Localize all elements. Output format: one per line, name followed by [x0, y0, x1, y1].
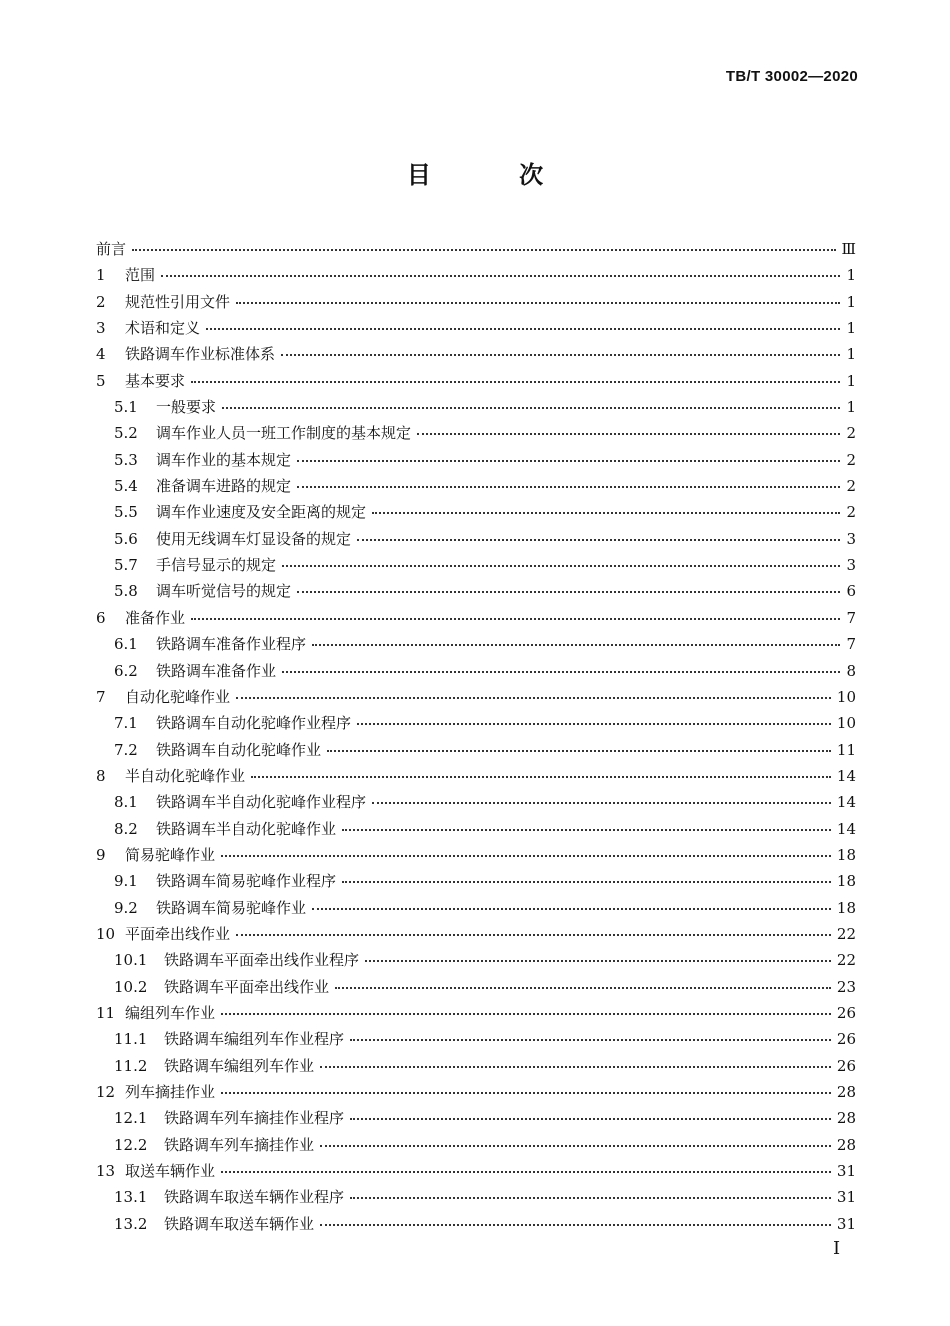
toc-entry-page: 2 [846, 450, 856, 469]
toc-entry-page: 14 [836, 766, 856, 785]
toc-leader-dots [132, 248, 836, 251]
toc-entry-number: 5.3 [114, 450, 138, 469]
toc-entry-title: 调车作业人员一班工作制度的基本规定 [156, 424, 412, 443]
toc-leader-dots [350, 1117, 831, 1120]
toc-entry-number: 13.1 [114, 1188, 148, 1207]
toc-leader-dots [365, 959, 831, 962]
toc-entry[interactable] [96, 1158, 856, 1184]
toc-entry-page: 3 [846, 556, 856, 575]
toc-entry-title: 手信号显示的规定 [156, 556, 277, 575]
toc-leader-dots [222, 406, 840, 409]
toc-entry[interactable] [96, 1079, 856, 1105]
toc-entry-number: 2 [96, 292, 106, 311]
toc-entry-page: 1 [846, 266, 856, 285]
toc-entry[interactable] [96, 631, 856, 657]
toc-leader-dots [282, 670, 840, 673]
toc-leader-dots [335, 986, 831, 989]
toc-leader-dots [357, 538, 840, 541]
toc-entry-title: 铁路调车半自动化驼峰作业 [156, 819, 337, 838]
toc-entry-page: 6 [846, 582, 856, 601]
page-title: 目 次 [406, 161, 584, 189]
toc-entry[interactable] [96, 816, 856, 842]
toc-entry-page: 7 [846, 608, 856, 627]
toc-leader-dots [236, 696, 831, 699]
toc-leader-dots [251, 775, 831, 778]
toc-entry-number: 5.5 [114, 503, 138, 522]
toc-entry-page: 23 [836, 977, 856, 996]
toc-entry[interactable] [96, 394, 856, 420]
toc-entry-page: 14 [836, 819, 856, 838]
toc-entry-title: 铁路调车作业标准体系 [125, 345, 276, 364]
toc-leader-dots [297, 485, 840, 488]
toc-entry-number: 10.2 [114, 977, 148, 996]
toc-entry-page: 2 [846, 424, 856, 443]
toc-entry-title: 调车作业速度及安全距离的规定 [156, 503, 367, 522]
toc-entry-title: 铁路调车取送车辆作业 [164, 1214, 315, 1233]
toc-leader-dots [221, 1012, 831, 1015]
toc-leader-dots [236, 301, 840, 304]
toc-leader-dots [372, 801, 831, 804]
toc-entry-title: 术语和定义 [125, 319, 201, 338]
toc-entry[interactable] [96, 1026, 856, 1052]
toc-entry-title: 铁路调车取送车辆作业程序 [164, 1188, 345, 1207]
toc-entry-page: 22 [836, 924, 856, 943]
toc-entry[interactable] [96, 1132, 856, 1158]
toc-entry-page: 1 [846, 371, 856, 390]
toc-entry-title: 前言 [96, 240, 127, 258]
toc-entry-number: 12.1 [114, 1109, 148, 1128]
toc-entry-title: 铁路调车自动化驼峰作业 [156, 740, 322, 759]
toc-entry-page: 18 [836, 872, 856, 891]
table-of-contents [96, 236, 856, 1237]
toc-entry-title: 铁路调车编组列车作业 [164, 1056, 315, 1075]
toc-entry-title: 简易驼峰作业 [125, 845, 216, 864]
toc-entry[interactable] [96, 447, 856, 473]
toc-leader-dots [221, 854, 831, 857]
toc-entry-number: 4 [96, 345, 106, 364]
toc-entry-number: 5.7 [114, 556, 138, 575]
toc-leader-dots [327, 749, 831, 752]
toc-entry-page: 31 [836, 1188, 856, 1207]
toc-entry-title: 平面牵出线作业 [125, 924, 231, 943]
toc-entry-number: 7.1 [114, 714, 138, 733]
toc-entry[interactable] [96, 895, 856, 921]
toc-entry-title: 铁路调车准备作业 [156, 661, 277, 680]
toc-leader-dots [312, 907, 831, 910]
toc-entry-page: 10 [836, 687, 856, 706]
toc-entry-page: 2 [846, 503, 856, 522]
toc-entry-number: 8.2 [114, 819, 138, 838]
toc-entry-number: 5.2 [114, 424, 138, 443]
toc-entry[interactable] [96, 1211, 856, 1237]
toc-entry-number: 13 [96, 1162, 116, 1181]
toc-entry-number: 11.1 [114, 1030, 148, 1049]
page-number: I [833, 1238, 841, 1259]
toc-entry-page: 10 [836, 714, 856, 733]
standard-code: TB/T 30002—2020 [725, 68, 858, 85]
toc-entry-title: 编组列车作业 [125, 1003, 216, 1022]
toc-entry-title: 列车摘挂作业 [125, 1083, 216, 1101]
toc-entry[interactable] [96, 789, 856, 815]
toc-entry-title: 准备调车进路的规定 [156, 477, 292, 496]
toc-entry[interactable] [96, 710, 856, 736]
toc-entry-number: 10 [96, 924, 116, 943]
toc-entry[interactable] [96, 658, 856, 684]
toc-leader-dots [161, 274, 840, 277]
toc-entry[interactable] [96, 684, 856, 710]
toc-entry[interactable] [96, 921, 856, 947]
toc-entry-page: 26 [836, 1003, 856, 1022]
toc-entry-page: 1 [846, 345, 856, 364]
toc-entry-title: 取送车辆作业 [125, 1162, 216, 1181]
toc-entry-page: 18 [836, 898, 856, 917]
toc-leader-dots [312, 643, 840, 646]
toc-entry[interactable] [96, 499, 856, 525]
toc-entry-title: 铁路调车列车摘挂作业 [164, 1135, 315, 1154]
toc-entry-page: 7 [846, 635, 856, 654]
toc-leader-dots [297, 590, 840, 593]
toc-entry[interactable] [96, 552, 856, 578]
toc-entry-number: 8.1 [114, 793, 138, 812]
toc-entry-number: 11.2 [114, 1056, 148, 1075]
toc-leader-dots [357, 722, 831, 725]
toc-leader-dots [221, 1170, 831, 1173]
toc-entry[interactable] [96, 868, 856, 894]
toc-entry-title: 铁路调车简易驼峰作业 [156, 898, 307, 917]
toc-entry-number: 6 [96, 608, 106, 627]
toc-entry-title: 铁路调车平面牵出线作业 [164, 977, 330, 996]
toc-entry-page: 2 [846, 477, 856, 496]
toc-leader-dots [342, 880, 831, 883]
toc-entry-page: 3 [846, 529, 856, 548]
toc-leader-dots [320, 1065, 831, 1068]
toc-entry-number: 12.2 [114, 1135, 148, 1154]
toc-entry-title: 半自动化驼峰作业 [125, 766, 246, 785]
toc-leader-dots [320, 1144, 831, 1147]
toc-entry-number: 1 [96, 266, 106, 285]
toc-entry-title: 调车听觉信号的规定 [156, 582, 292, 601]
toc-entry-page: 22 [836, 951, 856, 970]
toc-entry-number: 5.8 [114, 582, 138, 601]
toc-entry[interactable] [96, 289, 856, 315]
toc-leader-dots [297, 459, 840, 462]
toc-entry[interactable] [96, 1184, 856, 1210]
toc-entry-title: 铁路调车编组列车作业程序 [164, 1030, 345, 1049]
toc-entry[interactable] [96, 605, 856, 631]
toc-leader-dots [191, 380, 840, 383]
toc-entry[interactable] [96, 473, 856, 499]
toc-entry-title: 一般要求 [156, 398, 217, 417]
toc-leader-dots [282, 564, 840, 567]
toc-entry-number: 5.6 [114, 529, 138, 548]
toc-entry[interactable] [96, 763, 856, 789]
toc-entry-page: 1 [846, 398, 856, 417]
toc-entry[interactable] [96, 315, 856, 341]
toc-entry-page: 31 [836, 1162, 856, 1181]
toc-leader-dots [191, 617, 840, 620]
toc-entry-page: 14 [836, 793, 856, 812]
toc-entry-page: 11 [836, 740, 856, 759]
toc-entry-title: 使用无线调车灯显设备的规定 [156, 529, 352, 548]
toc-entry-page: 28 [836, 1109, 856, 1128]
toc-entry-title: 基本要求 [125, 371, 186, 390]
toc-entry-number: 5 [96, 371, 106, 390]
toc-leader-dots [372, 511, 840, 514]
toc-entry[interactable] [96, 947, 856, 973]
toc-leader-dots [320, 1223, 831, 1226]
toc-entry-page: 28 [836, 1135, 856, 1154]
toc-entry[interactable] [96, 974, 856, 1000]
toc-entry[interactable] [96, 578, 856, 604]
toc-entry-number: 11 [96, 1003, 116, 1022]
toc-leader-dots [350, 1038, 831, 1041]
toc-entry-number: 12 [96, 1083, 116, 1101]
toc-entry[interactable] [96, 526, 856, 552]
toc-entry-title: 铁路调车列车摘挂作业程序 [164, 1109, 345, 1128]
toc-entry-page: 28 [836, 1083, 856, 1101]
toc-entry-title: 铁路调车平面牵出线作业程序 [164, 951, 360, 970]
toc-entry-number: 7 [96, 687, 106, 706]
toc-entry-number: 5.1 [114, 398, 138, 417]
toc-entry-number: 3 [96, 319, 106, 338]
toc-entry-number: 9.2 [114, 898, 138, 917]
toc-entry[interactable] [96, 236, 856, 262]
toc-entry[interactable] [96, 341, 856, 367]
toc-entry-title: 铁路调车简易驼峰作业程序 [156, 872, 337, 891]
toc-entry-title: 铁路调车半自动化驼峰作业程序 [156, 793, 367, 812]
toc-entry[interactable] [96, 842, 856, 868]
toc-entry-page: 31 [836, 1214, 856, 1233]
toc-entry-title: 铁路调车自动化驼峰作业程序 [156, 714, 352, 733]
toc-entry[interactable] [96, 1053, 856, 1079]
toc-entry-page: 1 [846, 292, 856, 311]
toc-entry-page: 26 [836, 1056, 856, 1075]
toc-entry-page: Ⅲ [841, 240, 856, 258]
toc-entry-title: 范围 [125, 266, 156, 285]
toc-entry[interactable] [96, 368, 856, 394]
toc-entry-title: 规范性引用文件 [125, 292, 231, 311]
toc-entry-title: 铁路调车准备作业程序 [156, 635, 307, 654]
toc-leader-dots [281, 353, 840, 356]
toc-entry[interactable] [96, 262, 856, 288]
toc-entry[interactable] [96, 420, 856, 446]
toc-leader-dots [342, 828, 831, 831]
toc-entry-number: 7.2 [114, 740, 138, 759]
toc-entry-number: 6.1 [114, 635, 138, 654]
toc-entry[interactable] [96, 1000, 856, 1026]
toc-entry-number: 6.2 [114, 661, 138, 680]
toc-leader-dots [236, 933, 831, 936]
toc-entry-number: 9.1 [114, 872, 138, 891]
toc-entry-number: 10.1 [114, 951, 148, 970]
toc-entry-page: 26 [836, 1030, 856, 1049]
toc-entry[interactable] [96, 737, 856, 763]
toc-leader-dots [350, 1196, 831, 1199]
toc-entry-number: 13.2 [114, 1214, 148, 1233]
toc-leader-dots [417, 432, 840, 435]
toc-entry-page: 1 [846, 319, 856, 338]
toc-entry-number: 8 [96, 766, 106, 785]
toc-entry-title: 自动化驼峰作业 [125, 687, 231, 706]
toc-leader-dots [206, 327, 840, 330]
toc-entry-page: 8 [846, 661, 856, 680]
toc-entry-number: 9 [96, 845, 106, 864]
toc-leader-dots [221, 1091, 831, 1094]
toc-entry-title: 调车作业的基本规定 [156, 450, 292, 469]
toc-entry-page: 18 [836, 845, 856, 864]
toc-entry[interactable] [96, 1105, 856, 1131]
toc-entry-title: 准备作业 [125, 608, 186, 627]
toc-entry-number: 5.4 [114, 477, 138, 496]
